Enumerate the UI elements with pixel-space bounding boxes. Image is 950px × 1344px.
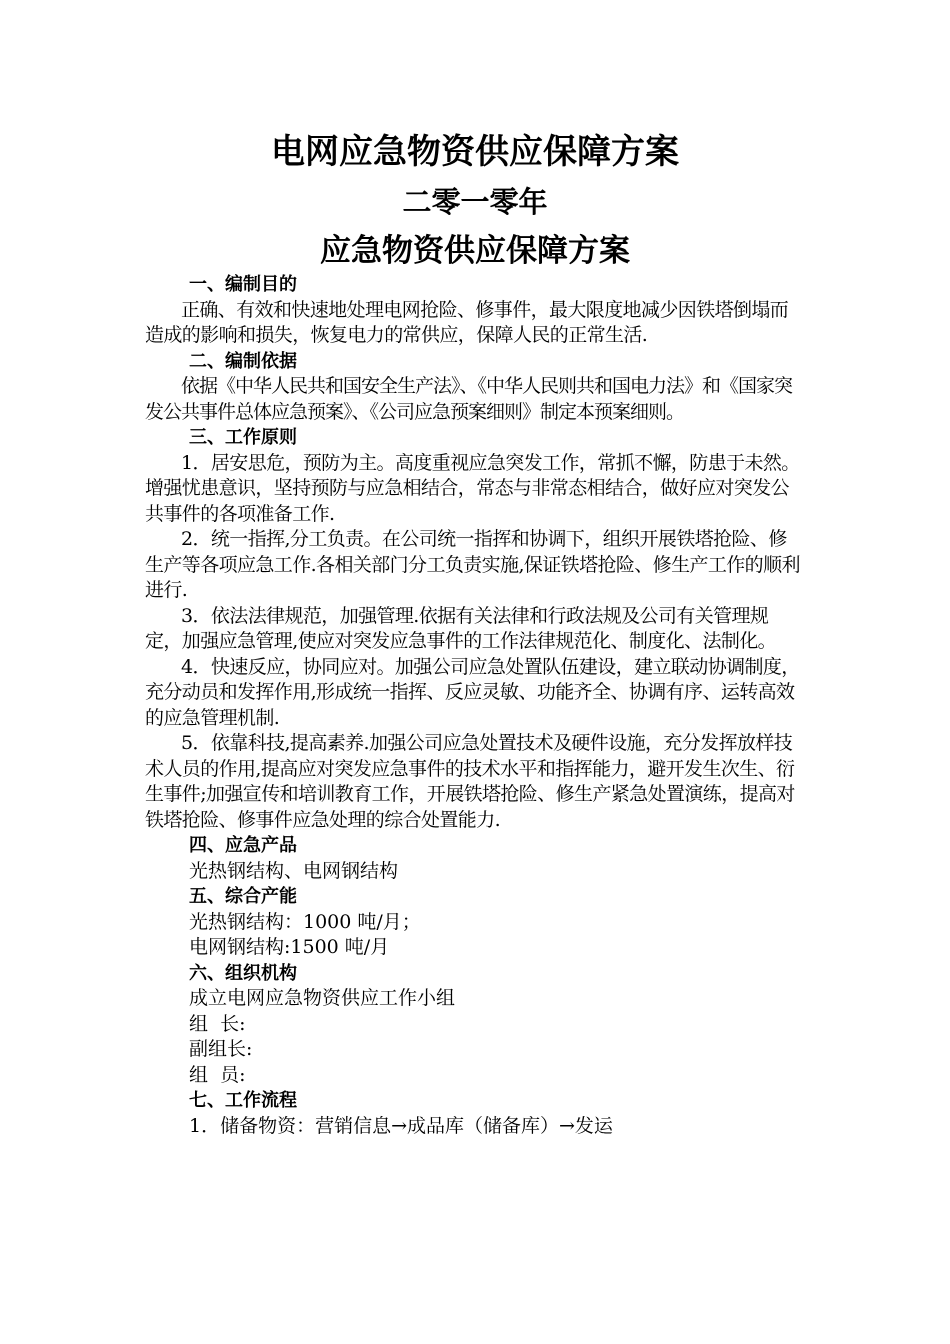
paragraph: 1．居安思危，预防为主。高度重视应急突发工作，常抓不懈，防患于未然。增强忧患意识，坚持预防与应急相结合，常态与非常态相结合，做好应对突发公共事件的各项准备工作. xyxy=(145,451,800,525)
section-heading: 四、应急产品 xyxy=(189,835,297,856)
section-heading: 五、综合产能 xyxy=(189,886,297,907)
document-body xyxy=(145,272,805,1139)
section-heading: 一、编制目的 xyxy=(189,274,297,295)
paragraph: 3．依法法律规范，加强管理.依据有关法律和行政法规及公司有关管理规定，加强应急管理,使应对突发应急事件的工作法律规范化、制度化、法制化。 xyxy=(145,604,777,652)
paragraph: 依据《中华人民共和国安全生产法》、《中华人民则共和国电力法》和《国家突发公共事件总体应急预案》、《公司应急预案细则》制定本预案细则。 xyxy=(145,375,793,423)
text-line: 组 员: xyxy=(189,1063,246,1086)
section-heading: 二、编制依据 xyxy=(189,350,297,372)
paragraph: 正确、有效和快速地处理电网抢险、修事件，最大限度地减少因铁塔倒塌而造成的影响和损失，恢复电力的常供应，保障人民的正常生活. xyxy=(145,298,789,346)
text-line: 组 长: xyxy=(189,1012,246,1035)
text-line: 电网钢结构:1500 吨/月 xyxy=(189,936,390,958)
document-year: 二零一零年 xyxy=(402,185,548,219)
text-line: 副组长: xyxy=(189,1038,253,1060)
section-heading: 六、组织机构 xyxy=(189,962,297,984)
document-subtitle: 应急物资供应保障方案 xyxy=(320,233,630,269)
paragraph: 5．依靠科技,提高素养.加强公司应急处置技术及硬件设施，充分发挥放样技术人员的作用,提高应对突发应急事件的技术水平和指挥能力，避开发生次生、衍生事件;加强宣传和培训教育工作，开展铁塔抢险、修生产紧急处置演练，提高对铁塔抢险、修事件应急处理的综合处置能力. xyxy=(145,732,795,831)
text-line: 光热钢结构、电网钢结构 xyxy=(189,859,399,882)
section-heading: 七、工作流程 xyxy=(189,1090,297,1111)
section-heading: 三、工作原则 xyxy=(189,427,297,448)
document-title: 电网应急物资供应保障方案 xyxy=(271,132,679,172)
text-line: 成立电网应急物资供应工作小组 xyxy=(189,987,456,1009)
text-line: 1．储备物资：营销信息→成品库（储备库）→发运 xyxy=(189,1114,613,1137)
paragraph: 4．快速反应，协同应对。加强公司应急处置队伍建设，建立联动协调制度，充分动员和发挥作用,形成统一指挥、反应灵敏、功能齐全、协调有序、运转高效的应急管理机制. xyxy=(145,655,800,729)
paragraph: 2．统一指挥,分工负责。在公司统一指挥和协调下，组织开展铁塔抢险、修生产等各项应急工作.各相关部门分工负责实施,保证铁塔抢险、修生产工作的顺利进行. xyxy=(145,528,800,601)
text-line: 光热钢结构：1000 吨/月； xyxy=(189,910,421,933)
